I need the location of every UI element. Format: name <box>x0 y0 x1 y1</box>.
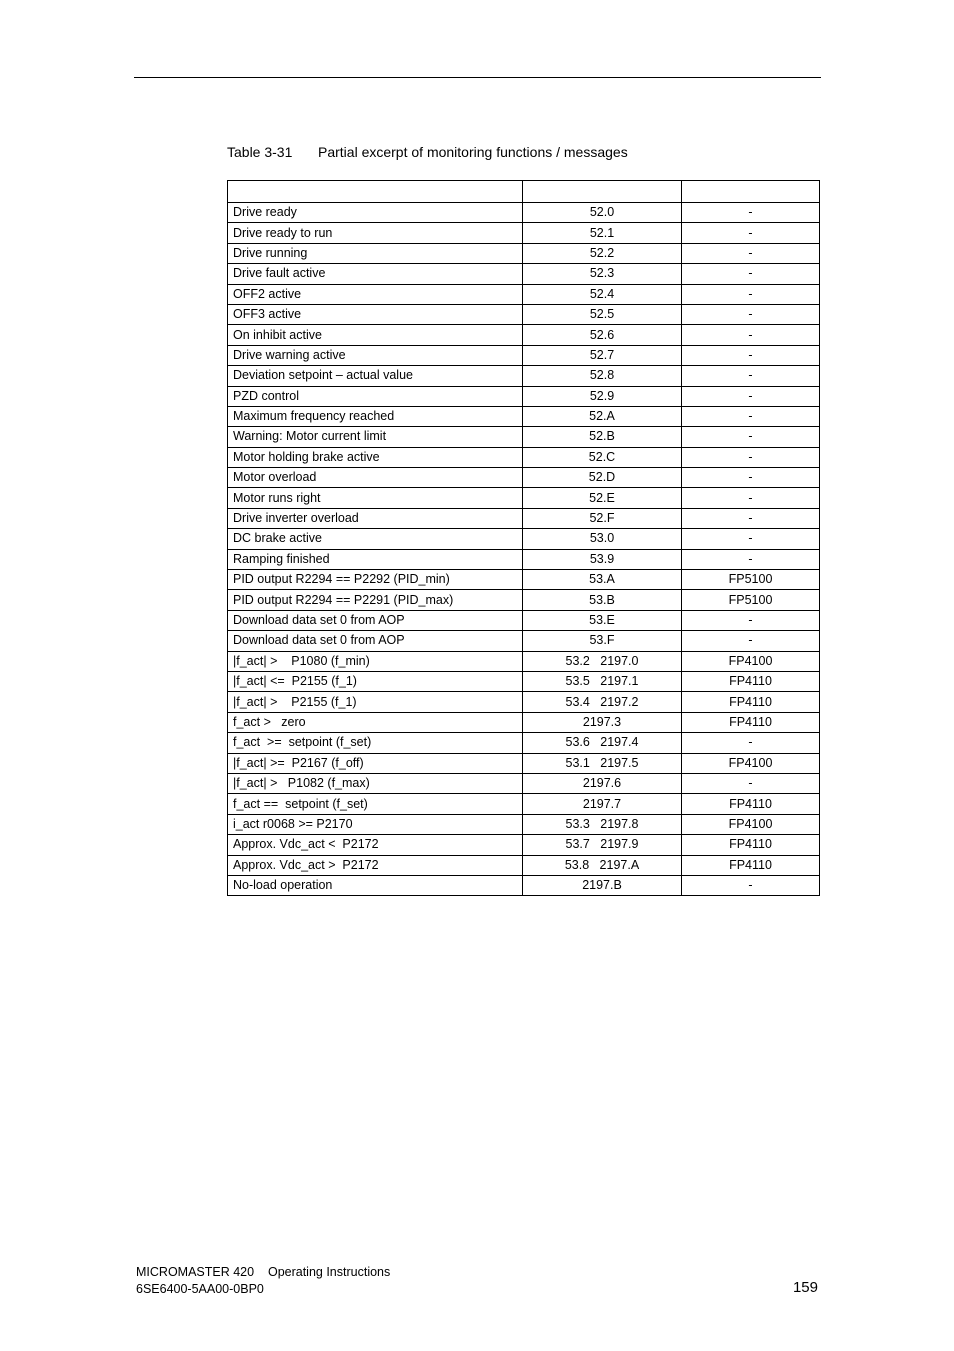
function-diagram-cell: FP4110 <box>682 671 820 691</box>
bico-parameter-cell: 52.9 <box>523 386 682 406</box>
table-row <box>228 631 820 651</box>
signal-description-cell: f_act == setpoint (f_set) <box>228 794 523 814</box>
signal-description-cell: PID output R2294 == P2292 (PID_min) <box>228 570 523 590</box>
bico-parameter-cell: 52.0 <box>523 203 682 223</box>
function-diagram-cell: - <box>682 203 820 223</box>
function-diagram-cell: FP4110 <box>682 835 820 855</box>
bico-parameter-cell: 53.2 2197.0 <box>523 651 682 671</box>
signal-description-cell: Drive running <box>228 243 523 263</box>
table-row <box>228 692 820 712</box>
bico-parameter-cell: 53.E <box>523 610 682 630</box>
header-rule <box>134 77 821 78</box>
function-diagram-cell: - <box>682 264 820 284</box>
bico-parameter-cell: 52.E <box>523 488 682 508</box>
function-diagram-cell: FP4110 <box>682 712 820 732</box>
table-row <box>228 529 820 549</box>
table-header-row <box>228 181 820 203</box>
function-diagram-cell: - <box>682 223 820 243</box>
table-row <box>228 284 820 304</box>
signal-description-cell: Download data set 0 from AOP <box>228 610 523 630</box>
signal-description-cell: Maximum frequency reached <box>228 406 523 426</box>
table-row <box>228 875 820 895</box>
signal-description-cell: Approx. Vdc_act > P2172 <box>228 855 523 875</box>
table-row <box>228 753 820 773</box>
signal-description-cell: Motor runs right <box>228 488 523 508</box>
table-row <box>228 549 820 569</box>
function-diagram-cell: FP4110 <box>682 692 820 712</box>
function-diagram-cell: - <box>682 529 820 549</box>
function-diagram-cell: - <box>682 508 820 528</box>
footer-product-title: MICROMASTER 420 Operating Instructions <box>136 1265 391 1279</box>
table-row <box>228 345 820 365</box>
table-caption <box>227 144 628 160</box>
bico-parameter-cell: 52.A <box>523 406 682 426</box>
bico-parameter-cell: 52.5 <box>523 304 682 324</box>
table-row <box>228 366 820 386</box>
function-diagram-cell: - <box>682 243 820 263</box>
signal-description-cell: Ramping finished <box>228 549 523 569</box>
signal-description-cell: Download data set 0 from AOP <box>228 631 523 651</box>
function-diagram-cell: - <box>682 610 820 630</box>
bico-parameter-cell: 53.8 2197.A <box>523 855 682 875</box>
signal-description-cell: Drive inverter overload <box>228 508 523 528</box>
table-row <box>228 468 820 488</box>
table-row <box>228 406 820 426</box>
function-diagram-cell: - <box>682 733 820 753</box>
bico-parameter-cell: 2197.6 <box>523 773 682 793</box>
signal-description-cell: f_act > zero <box>228 712 523 732</box>
footer-order-number: 6SE6400-5AA00-0BP0 <box>136 1282 264 1296</box>
page-number: 159 <box>792 1279 818 1296</box>
signal-description-cell: Drive fault active <box>228 264 523 284</box>
function-diagram-cell: - <box>682 304 820 324</box>
bico-parameter-cell: 52.2 <box>523 243 682 263</box>
signal-description-cell: Deviation setpoint – actual value <box>228 366 523 386</box>
signal-description-cell: PZD control <box>228 386 523 406</box>
function-diagram-cell: FP4100 <box>682 814 820 834</box>
function-diagram-cell: - <box>682 468 820 488</box>
function-diagram-cell: - <box>682 345 820 365</box>
table-row <box>228 203 820 223</box>
bico-parameter-cell: 52.1 <box>523 223 682 243</box>
signal-description-cell: PID output R2294 == P2291 (PID_max) <box>228 590 523 610</box>
signal-description-cell: |f_act| > P2155 (f_1) <box>228 692 523 712</box>
function-diagram-cell: - <box>682 325 820 345</box>
function-diagram-cell: FP4100 <box>682 753 820 773</box>
bico-parameter-cell: 2197.7 <box>523 794 682 814</box>
function-diagram-cell: FP4110 <box>682 794 820 814</box>
signal-description-cell: |f_act| > P1082 (f_max) <box>228 773 523 793</box>
monitoring-functions-table <box>227 180 820 896</box>
table-row <box>228 223 820 243</box>
footer-document-info <box>136 1264 390 1298</box>
table-row <box>228 508 820 528</box>
table-header-cell <box>228 181 523 203</box>
bico-parameter-cell: 53.7 2197.9 <box>523 835 682 855</box>
function-diagram-cell: - <box>682 366 820 386</box>
function-diagram-cell: - <box>682 773 820 793</box>
table-row <box>228 835 820 855</box>
bico-parameter-cell: 53.1 2197.5 <box>523 753 682 773</box>
table-row <box>228 447 820 467</box>
function-diagram-cell: - <box>682 447 820 467</box>
signal-description-cell: |f_act| <= P2155 (f_1) <box>228 671 523 691</box>
bico-parameter-cell: 53.0 <box>523 529 682 549</box>
signal-description-cell: Drive ready <box>228 203 523 223</box>
bico-parameter-cell: 52.6 <box>523 325 682 345</box>
signal-description-cell: Motor overload <box>228 468 523 488</box>
table-row <box>228 570 820 590</box>
function-diagram-cell: - <box>682 427 820 447</box>
function-diagram-cell: FP4100 <box>682 651 820 671</box>
signal-description-cell: Warning: Motor current limit <box>228 427 523 447</box>
bico-parameter-cell: 52.8 <box>523 366 682 386</box>
function-diagram-cell: - <box>682 875 820 895</box>
bico-parameter-cell: 52.7 <box>523 345 682 365</box>
signal-description-cell: Motor holding brake active <box>228 447 523 467</box>
table-row <box>228 386 820 406</box>
bico-parameter-cell: 53.9 <box>523 549 682 569</box>
table-row <box>228 304 820 324</box>
table-row <box>228 712 820 732</box>
table-row <box>228 671 820 691</box>
bico-parameter-cell: 2197.B <box>523 875 682 895</box>
table-header-cell <box>682 181 820 203</box>
table-row <box>228 325 820 345</box>
table-row <box>228 243 820 263</box>
function-diagram-cell: - <box>682 406 820 426</box>
table-caption-number: Table 3-31 <box>227 144 293 160</box>
bico-parameter-cell: 53.4 2197.2 <box>523 692 682 712</box>
function-diagram-cell: - <box>682 386 820 406</box>
signal-description-cell: f_act >= setpoint (f_set) <box>228 733 523 753</box>
table-row <box>228 773 820 793</box>
table-row <box>228 610 820 630</box>
bico-parameter-cell: 53.B <box>523 590 682 610</box>
bico-parameter-cell: 53.5 2197.1 <box>523 671 682 691</box>
signal-description-cell: OFF2 active <box>228 284 523 304</box>
signal-description-cell: Approx. Vdc_act < P2172 <box>228 835 523 855</box>
bico-parameter-cell: 52.4 <box>523 284 682 304</box>
bico-parameter-cell: 2197.3 <box>523 712 682 732</box>
table-row <box>228 488 820 508</box>
table-row <box>228 814 820 834</box>
bico-parameter-cell: 53.A <box>523 570 682 590</box>
table-row <box>228 733 820 753</box>
signal-description-cell: |f_act| >= P2167 (f_off) <box>228 753 523 773</box>
bico-parameter-cell: 53.6 2197.4 <box>523 733 682 753</box>
signal-description-cell: DC brake active <box>228 529 523 549</box>
signal-description-cell: |f_act| > P1080 (f_min) <box>228 651 523 671</box>
signal-description-cell: OFF3 active <box>228 304 523 324</box>
function-diagram-cell: - <box>682 631 820 651</box>
signal-description-cell: i_act r0068 >= P2170 <box>228 814 523 834</box>
bico-parameter-cell: 52.C <box>523 447 682 467</box>
function-diagram-cell: FP5100 <box>682 570 820 590</box>
function-diagram-cell: - <box>682 284 820 304</box>
table-row <box>228 855 820 875</box>
bico-parameter-cell: 53.F <box>523 631 682 651</box>
function-diagram-cell: - <box>682 549 820 569</box>
signal-description-cell: No-load operation <box>228 875 523 895</box>
table-row <box>228 651 820 671</box>
table-row <box>228 264 820 284</box>
bico-parameter-cell: 52.B <box>523 427 682 447</box>
bico-parameter-cell: 53.3 2197.8 <box>523 814 682 834</box>
function-diagram-cell: - <box>682 488 820 508</box>
table-row <box>228 794 820 814</box>
bico-parameter-cell: 52.3 <box>523 264 682 284</box>
table-row <box>228 427 820 447</box>
table-row <box>228 590 820 610</box>
bico-parameter-cell: 52.D <box>523 468 682 488</box>
function-diagram-cell: FP4110 <box>682 855 820 875</box>
signal-description-cell: On inhibit active <box>228 325 523 345</box>
signal-description-cell: Drive warning active <box>228 345 523 365</box>
table-header-cell <box>523 181 682 203</box>
function-diagram-cell: FP5100 <box>682 590 820 610</box>
table-caption-title: Partial excerpt of monitoring functions / messages <box>318 144 628 160</box>
bico-parameter-cell: 52.F <box>523 508 682 528</box>
signal-description-cell: Drive ready to run <box>228 223 523 243</box>
